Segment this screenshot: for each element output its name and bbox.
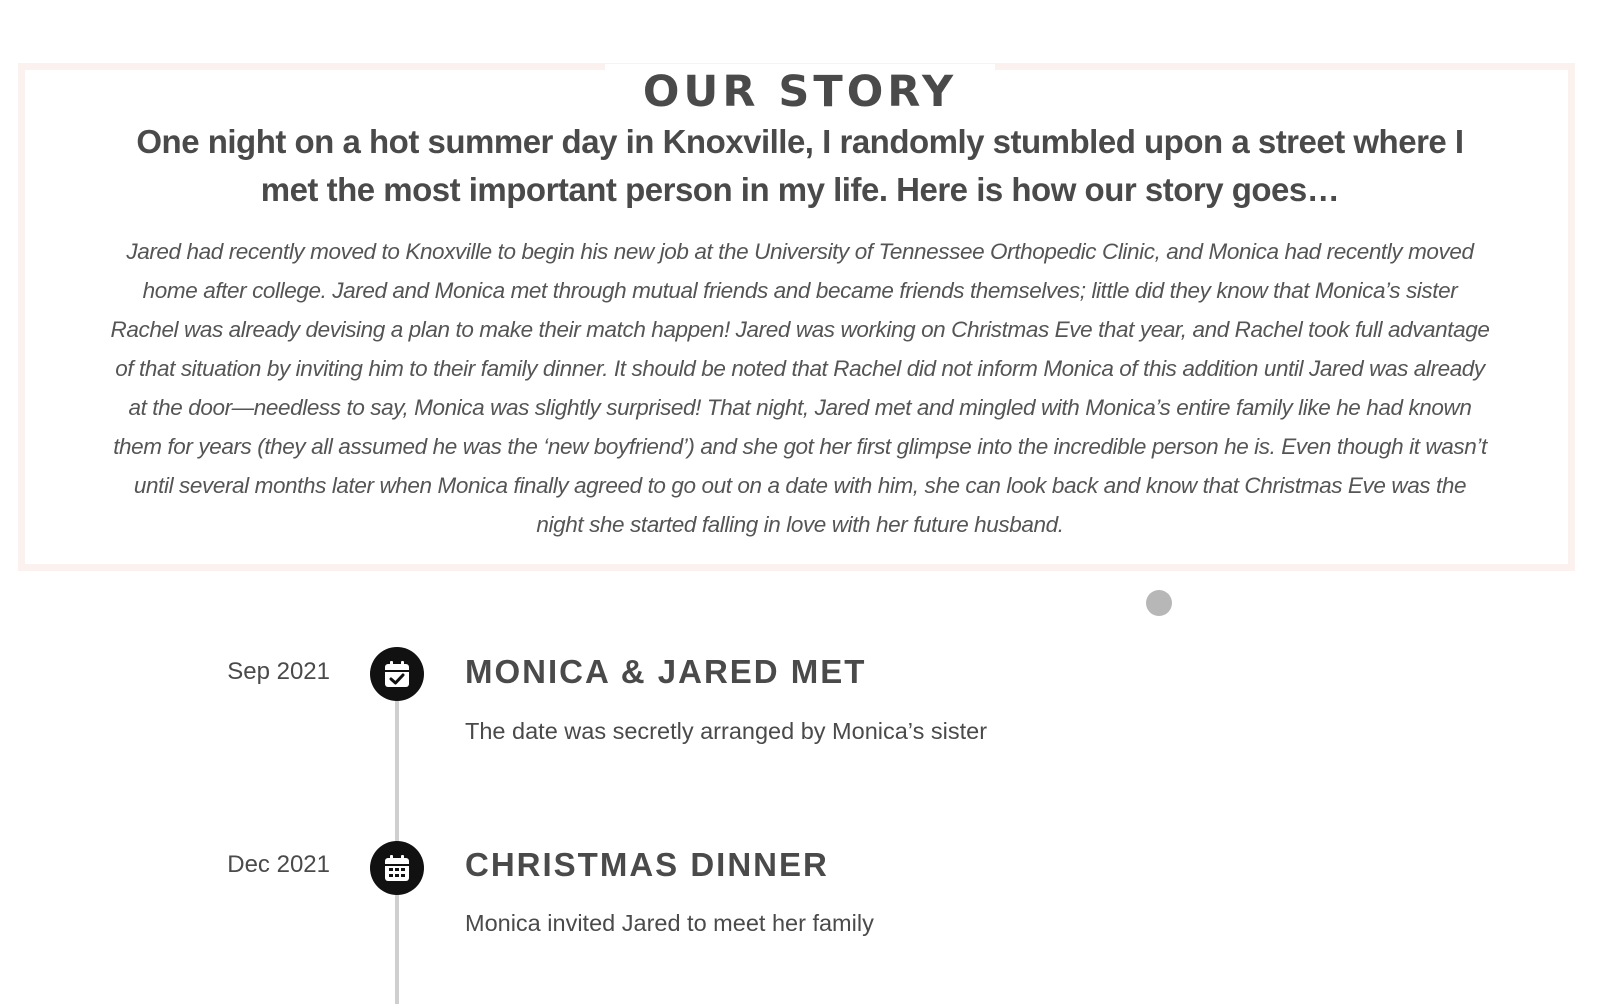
timeline-event-text: The date was secretly arranged by Monica’s sister <box>465 718 988 744</box>
story-body: Jared had recently moved to Knoxville to begin his new job at the University of Tennessee Orthopedic Clinic, and Monica had recently moved home after college. Jared and Monica met through mutual friends and became friends themselves; little did they know that Monica’s sister Rachel was already devising a plan to make their match happen! Jared was working on Christmas Eve that year, and Rachel took full advantage of that situation by inviting him to their family dinner. It should be noted that Rachel did not inform Monica of this addition until Jared was already at the door—needless to say, Monica was slightly surprised! That night, Jared met and mingled with Monica’s entire family like he had known them for years (they all assumed he was the ‘new boyfriend’) and she got her first glimpse into the incredible person he is. Even though it wasn’t until several months later when Monica finally agreed to go out on a date with him, she can look back and know that Christmas Eve was the night she started falling in love with her future husband. <box>110 239 1490 537</box>
story-lead: One night on a hot summer day in Knoxville, I randomly stumbled upon a street where I met the most important person in my life. Here is how our story goes… <box>136 123 1464 208</box>
story-title: OUR STORY <box>605 64 995 120</box>
timeline-date: Dec 2021 <box>227 851 330 878</box>
timeline-event-text: Monica invited Jared to meet her family <box>465 910 874 936</box>
scroll-indicator-dot[interactable] <box>1146 590 1172 616</box>
calendar-check-icon <box>370 647 424 701</box>
timeline-event-title: CHRISTMAS DINNER <box>465 846 829 883</box>
timeline-date: Sep 2021 <box>227 658 330 685</box>
timeline-event-title: MONICA & JARED MET <box>465 653 867 690</box>
calendar-icon <box>370 841 424 895</box>
